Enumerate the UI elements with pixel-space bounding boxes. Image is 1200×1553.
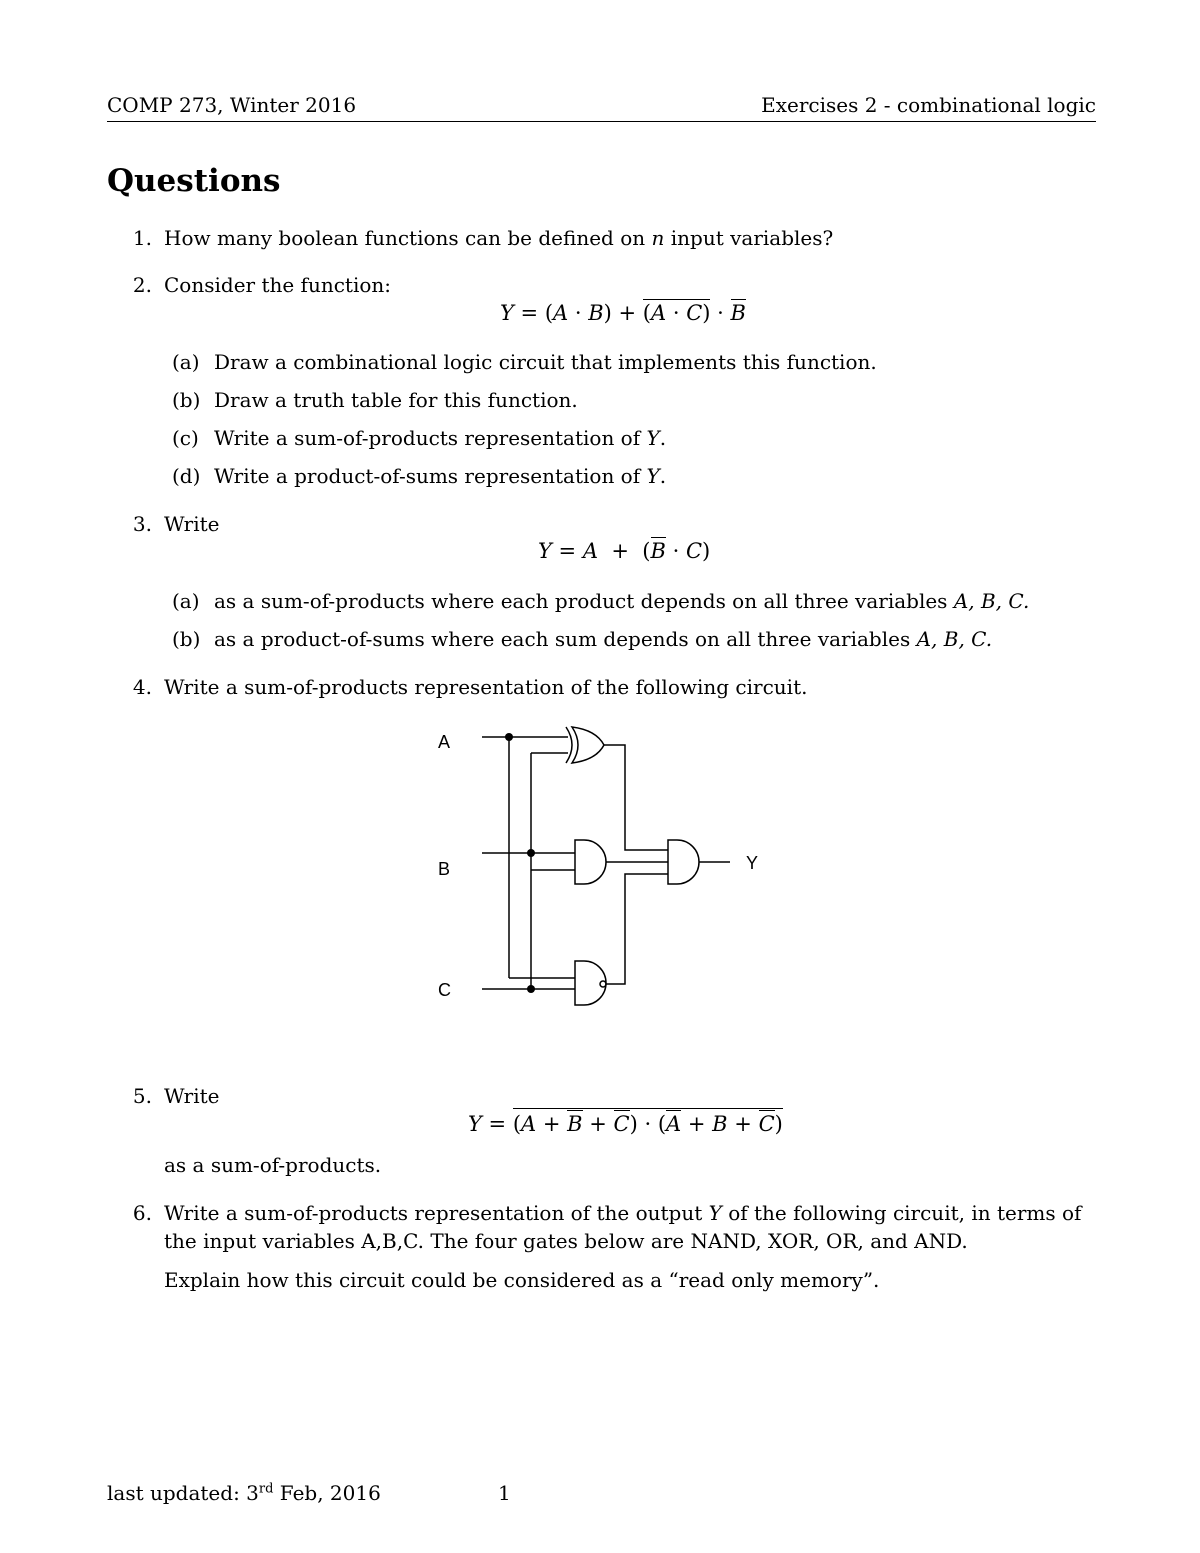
and-gate-middle bbox=[575, 840, 606, 884]
xor-gate bbox=[572, 727, 604, 763]
nand-bubble bbox=[600, 981, 606, 987]
q3a-label: (a) bbox=[172, 589, 200, 613]
xor-gate-back bbox=[566, 727, 572, 763]
circuit-diagram bbox=[420, 715, 780, 1015]
q3a-text: as a sum-of-products where each product depends on all three variables A, B, C. bbox=[214, 589, 1030, 613]
label-c: C bbox=[438, 980, 451, 1000]
q2d-text: Write a product-of-sums representation of Y. bbox=[214, 464, 667, 488]
q5-equation: Y = (A + B + C) · (A + B + C) bbox=[468, 1108, 783, 1136]
q2b-label: (b) bbox=[172, 388, 201, 412]
label-a: A bbox=[438, 732, 451, 752]
q2-number: 2. bbox=[132, 273, 152, 297]
q3b-text: as a product-of-sums where each sum depends on all three variables A, B, C. bbox=[214, 627, 993, 651]
q6-line3: Explain how this circuit could be considered as a “read only memory”. bbox=[164, 1268, 880, 1292]
q2-equation: Y = (A · B) + (A · C) · B bbox=[500, 301, 746, 325]
q1-text: How many boolean functions can be defined on n input variables? bbox=[164, 226, 834, 250]
header-title: Exercises 2 - combinational logic bbox=[761, 93, 1096, 117]
q2b-text: Draw a truth table for this function. bbox=[214, 388, 578, 412]
q2d-label: (d) bbox=[172, 464, 201, 488]
q2c-label: (c) bbox=[172, 426, 199, 450]
q2-text: Consider the function: bbox=[164, 273, 392, 297]
q6-line2: the input variables A,B,C. The four gates below are NAND, XOR, OR, and AND. bbox=[164, 1229, 968, 1253]
q3-equation: Y = A + (B · C) bbox=[538, 539, 711, 563]
and-gate-output bbox=[668, 840, 699, 884]
page-number: 1 bbox=[498, 1481, 511, 1505]
wire-xor-out bbox=[604, 745, 668, 850]
q5-text: Write bbox=[164, 1084, 220, 1108]
footer-updated: last updated: 3rd Feb, 2016 bbox=[107, 1481, 381, 1505]
q3-text: Write bbox=[164, 512, 220, 536]
q5-number: 5. bbox=[132, 1084, 152, 1108]
q3b-label: (b) bbox=[172, 627, 201, 651]
nand-gate bbox=[575, 961, 606, 1005]
q2a-label: (a) bbox=[172, 350, 200, 374]
page-title: Questions bbox=[107, 163, 281, 199]
header-rule bbox=[107, 121, 1096, 122]
q6-number: 6. bbox=[132, 1201, 152, 1225]
label-b: B bbox=[438, 859, 451, 879]
wire-nand-out bbox=[606, 874, 668, 984]
q2a-text: Draw a combinational logic circuit that implements this function. bbox=[214, 350, 877, 374]
junction-b bbox=[527, 849, 535, 857]
label-y: Y bbox=[746, 853, 759, 873]
junction-a bbox=[505, 733, 513, 741]
junction-c bbox=[527, 985, 535, 993]
q2c-text: Write a sum-of-products representation of Y. bbox=[214, 426, 667, 450]
header-course: COMP 273, Winter 2016 bbox=[107, 93, 357, 117]
q6-line1: Write a sum-of-products representation of the output Y of the following circuit, in terms of bbox=[164, 1201, 1082, 1225]
q4-number: 4. bbox=[132, 675, 152, 699]
q4-text: Write a sum-of-products representation of the following circuit. bbox=[164, 675, 808, 699]
q1-number: 1. bbox=[132, 226, 152, 250]
q3-number: 3. bbox=[132, 512, 152, 536]
q5-after: as a sum-of-products. bbox=[164, 1153, 382, 1177]
